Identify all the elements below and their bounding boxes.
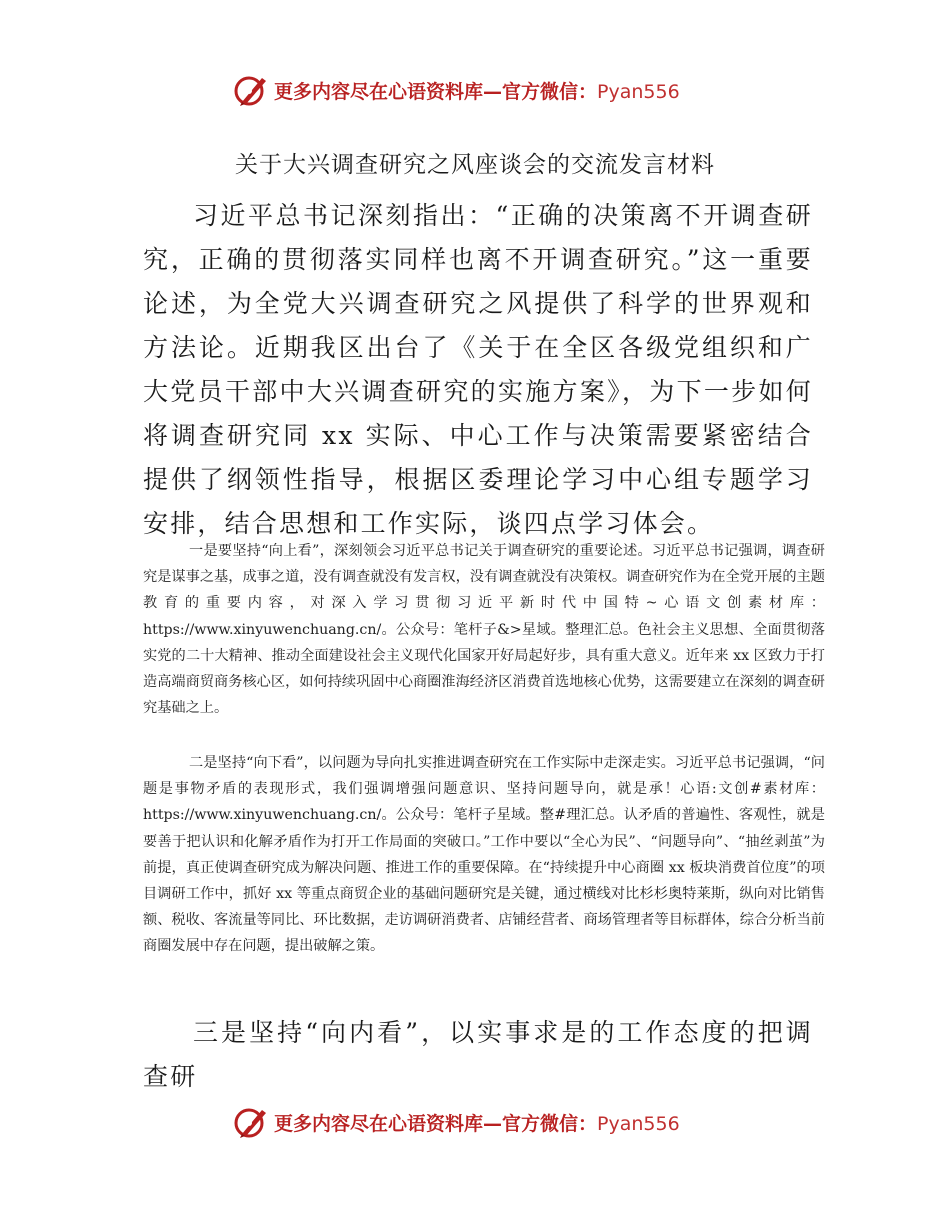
paragraph-three: 三是坚持“向内看”，以实事求是的工作态度的把调查研 (143, 1018, 813, 1091)
banner-handle: Pyan556 (597, 80, 680, 103)
banner-label: 更多内容尽在心语资料库—官方微信： (274, 1112, 598, 1135)
footer-banner (232, 1104, 732, 1140)
header-banner (232, 72, 732, 108)
banner-label: 更多内容尽在心语资料库—官方微信： (274, 80, 598, 103)
paragraph-two: 二是坚持“向下看”，以问题为导向扎实推进调查研究在工作实际中走深走实。习近平总书记强调，“问题是事物矛盾的表现形式，我们强调增强问题意识、坚持问题导向，就是承！心语:文创#素材库：https://www.xinyuwenchuang.cn/。公众号：笔杆子星域。整#理汇总。认矛盾的普遍性、客观性，就是要善于把认识和化解矛盾作为打开工作局面的突破口。”工作中要以“全心为民”、“问题导向”、“抽丝剥茧”为前提，真正使调查研究成为解决问题、推进工作的重要保障。在“持续提升中心商圈 xx 板块消费首位度”的项目调研工作中，抓好 xx 等重点商贸企业的基础问题研究是关键，通过横线对比杉杉奥特莱斯，纵向对比销售额、税收、客流量等同比、环比数据，走访调研消费者、店铺经营者、商场管理者等目标群体，综合分析当前商圈发展中存在问题，提出破解之策。 (143, 755, 825, 955)
banner-text (274, 77, 680, 104)
paragraph-one: 一是要坚持“向上看”，深刻领会习近平总书记关于调查研究的重要论述。习近平总书记强调，调查研究是谋事之基，成事之道，没有调查就没有发言权，没有调查就没有决策权。调查研究作为在全党开展的主题教育的重要内容，对深入学习贯彻习近平新时代中国特~心语文创素材库：https://www.xinyuwenchuang.cn/。公众号：笔杆子&>星域。整理汇总。色社会主义思想、全面贯彻落实党的二十大精神、推动全面建设社会主义现代化国家开好局起好步，具有重大意义。近年来 xx 区致力于打造高端商贸商务核心区，如何持续巩固中心商圈淮海经济区消费首选地核心优势，这需要建立在深刻的调查研究基础之上。 (143, 543, 825, 717)
pen-logo-icon (232, 1104, 270, 1140)
document-title: 关于大兴调查研究之风座谈会的交流发言材料 (235, 152, 715, 178)
banner-text (274, 1109, 680, 1136)
paragraph-intro: 习近平总书记深刻指出：“正确的决策离不开调查研究，正确的贯彻落实同样也离不开调查研究。”这一重要论述，为全党大兴调查研究之风提供了科学的世界观和方法论。近期我区出台了《关于在全区各级党组织和广大党员干部中大兴调查研究的实施方案》，为下一步如何将调查研究同 xx 实际、中心工作与决策需要紧密结合提供了纲领性指导，根据区委理论学习中心组专题学习安排，结合思想和工作实际，谈四点学习体会。 (143, 201, 813, 538)
pen-logo-icon (232, 72, 270, 108)
banner-handle: Pyan556 (597, 1112, 680, 1135)
